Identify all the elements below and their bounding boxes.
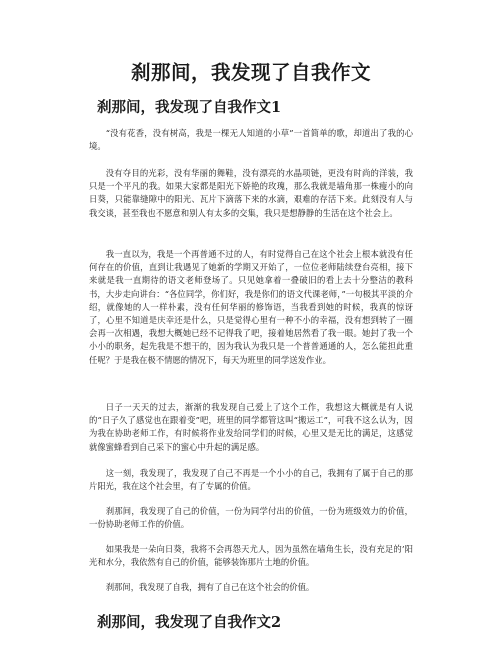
paragraph-4: 日子一天天的过去，渐渐的我发现自己爱上了这个工作，我想这大概就是有人说的“日子久了感觉也在跟着变”吧，班里的同学都管这叫“搬运工”，可我不这么认为，因为我在协助老师工作，有时候将作业发给同学们的时候，心里又是无比的满足，这感觉就像蜜蜂看到自己采下的蜜心中升起的满足感。	[89, 402, 413, 452]
paragraph-2: 没有夺目的光彩，没有华丽的舞鞋，没有漂亮的水晶项链，更没有时尚的洋装，我只是一个平凡的我。如果大家都是阳光下娇艳的玫瑰，那么我就是墙角那一株瘦小的向日葵，只能靠缝隙中的阳光、瓦片下滴落下来的水滴，艰难的存活下来。此刻没有人与我交谈，甚至我也不愿意和别人有太多的交集，我只是想静静的生活在这个社会上。	[89, 168, 413, 218]
paragraph-6: 刹那间，我发现了自己的价值，一份为同学付出的价值，一份为班级效力的价值，一份协助老师工作的价值。	[89, 506, 413, 530]
document-title: 刹那间，我发现了自我作文	[130, 61, 371, 84]
paragraph-7: 如果我是一朵向日葵，我将不会再怨天尤人，因为虽然在墙角生长，没有充足的’阳光和水分，我依然有自己的价值，能够装饰那片土地的价值。	[89, 544, 413, 568]
paragraph-1: “没有花香，没有树高，我是一棵无人知道的小草”一首简单的歌，却道出了我的心境。	[89, 128, 413, 152]
paragraph-5: 这一刻，我发现了，我发现了自己不再是一个小小的自己，我拥有了属于自己的那片阳光，我在这个社会里，有了专属的价值。	[89, 468, 413, 492]
paragraph-3: 我一直以为，我是一个再普通不过的人，有时觉得自己在这个社会上根本就没有任何存在的价值，直到让我遇见了她新的学期又开始了，一位位老师陆续登台亮相，接下来就是我一直期待的语文老师登场了。只见她拿着一叠破旧的看上去十分整洁的教科书，大步走向讲台：“各位同学，你们好，我是你们的语文代课老师，”一句极其平淡的介绍，就像她的人一样朴素，没有任何华丽的修饰语，当我看到她的时候，我真的惊讶了，心里不知道是庆幸还是什么，只是觉得心里有一种不小的幸福，没有想到转了一圈会再一次相遇，我想大概她已经不记得我了吧，接着她居然看了我一眼。她封了我一个小小的职务，起先我是不想干的，因为我认为我只是一个普普通通的人，怎么能担此重任呢？于是我在极不情愿的情况下，每天为班里的同学送发作业。	[89, 249, 413, 365]
section-heading-1: 刹那间，我发现了自我作文1	[97, 99, 282, 116]
section-heading-2: 刹那间，我发现了自我作文2	[97, 614, 282, 631]
paragraph-8: 刹那间，我发现了自我，拥有了自己在这个社会的价值。	[105, 582, 315, 592]
